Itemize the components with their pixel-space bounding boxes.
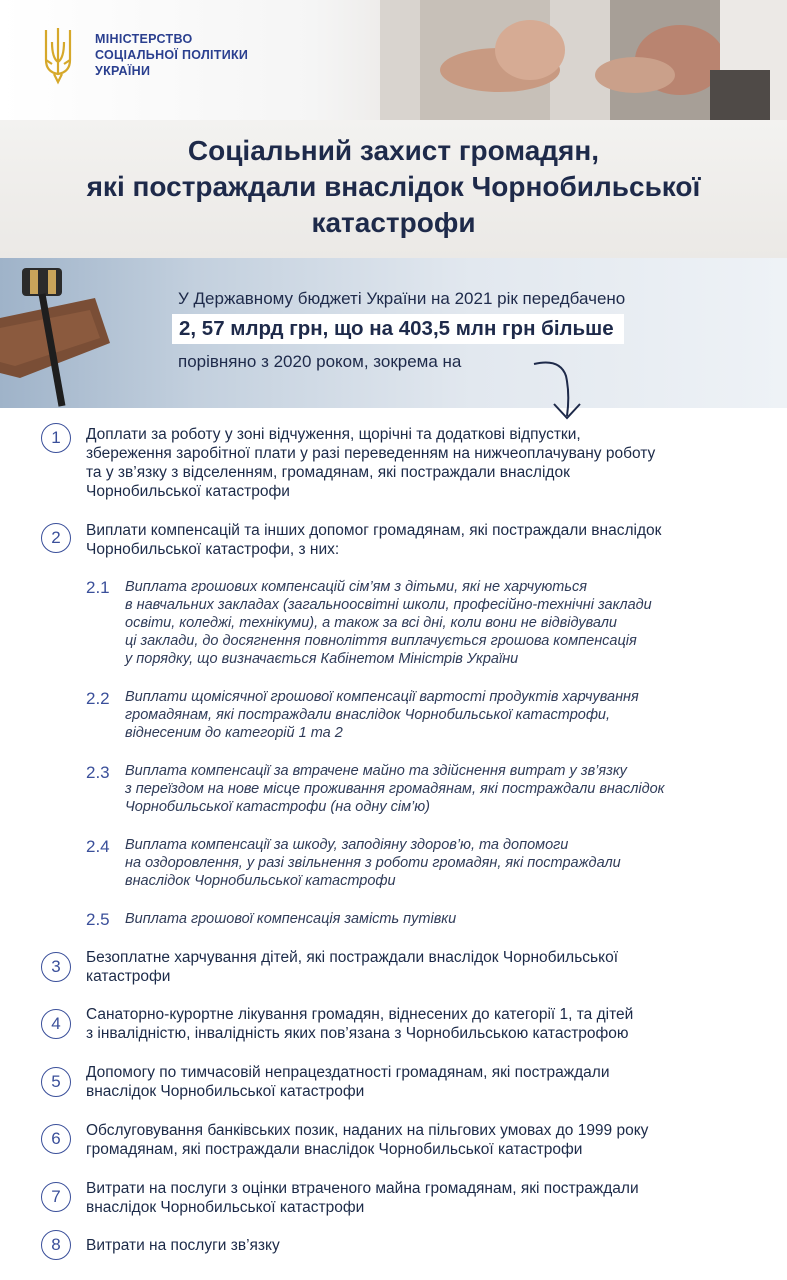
subitem-line: Виплата грошової компенсація замість путівки [125, 911, 457, 927]
item-line: внаслідок Чорнобильської катастрофи [86, 1083, 365, 1100]
list-item [86, 1236, 766, 1255]
sub-list-item [125, 578, 765, 668]
item-line: внаслідок Чорнобильської катастрофи [86, 1199, 365, 1216]
subitem-number: 2.3 [86, 763, 110, 782]
item-line: Виплати компенсацій та інших допомог громадянам, які постраждали внаслідок [86, 522, 662, 539]
list-item [86, 948, 766, 986]
subitem-line: ці заклади, до досягнення повноліття виплачується грошова компенсація [125, 633, 637, 649]
subitem-line: Виплата грошових компенсацій сім’ям з дітьми, які не харчуються [125, 579, 588, 595]
title-line: катастрофи [311, 207, 476, 238]
subitem-line: в навчальних закладах (загальноосвітні школи, професійно-технічні заклади [125, 597, 652, 613]
item-line: з інвалідністю, інвалідність яких пов’язана з Чорнобильською катастрофою [86, 1025, 629, 1042]
subitem-line: Виплати щомісячної грошової компенсації вартості продуктів харчування [125, 689, 639, 705]
item-number-circle: 5 [41, 1067, 71, 1097]
ministry-name [95, 31, 295, 79]
item-line: Витрати на послуги зв’язку [86, 1237, 280, 1254]
page-title [20, 133, 767, 241]
ministry-line: МІНІСТЕРСТВО [95, 32, 193, 46]
subitem-line: внаслідок Чорнобильської катастрофи [125, 873, 396, 889]
budget-comparison-text: порівняно з 2020 роком, зокрема на [178, 352, 462, 371]
item-line: Чорнобильської катастрофи [86, 483, 290, 500]
list-item [86, 521, 766, 559]
sub-list-item [125, 762, 765, 816]
trident-emblem-icon [38, 24, 78, 86]
curved-arrow-down-icon [530, 356, 590, 422]
subitem-line: Чорнобильської катастрофи (на одну сім’ю) [125, 799, 430, 815]
item-line: Безоплатне харчування дітей, які постраждали внаслідок Чорнобильської [86, 949, 619, 966]
item-line: Чорнобильської катастрофи, з них: [86, 541, 340, 558]
item-number-circle: 6 [41, 1124, 71, 1154]
item-line: громадянам, які постраждали внаслідок Чорнобильської катастрофи [86, 1141, 583, 1158]
title-line: Соціальний захист громадян, [187, 135, 600, 166]
gavel-icon [0, 258, 160, 408]
item-number-circle: 7 [41, 1182, 71, 1212]
item-line: Доплати за роботу у зоні відчуження, щорічні та додаткові відпустки, [86, 426, 581, 443]
subitem-line: освіти, коледжі, технікуми), а також за всі дні, коли вони не відвідували [125, 615, 617, 631]
item-line: Допомогу по тимчасовій непрацездатності громадянам, які постраждали [86, 1064, 610, 1081]
item-number-circle: 1 [41, 423, 71, 453]
item-number-circle: 2 [41, 523, 71, 553]
item-line: Санаторно-курортне лікування громадян, віднесених до категорії 1, та дітей [86, 1006, 634, 1023]
list-item [86, 1179, 766, 1217]
subitem-line: Виплата компенсації за втрачене майно та здійснення витрат у зв’язку [125, 763, 627, 779]
sub-list-item [125, 688, 765, 742]
item-number-circle: 3 [41, 952, 71, 982]
subitem-line: з переїздом на нове місце проживання громадянам, які постраждали внаслідок [125, 781, 665, 797]
list-item [86, 425, 766, 501]
subitem-line: віднесеним до категорій 1 та 2 [125, 725, 343, 741]
list-item [86, 1005, 766, 1043]
subitem-number: 2.4 [86, 837, 110, 856]
list-item [86, 1121, 766, 1159]
item-line: та у зв’язку з відселенням, громадянам, які постраждали внаслідок [86, 464, 570, 481]
subitem-line: у порядку, що визначається Кабінетом Міністрів України [125, 651, 519, 667]
item-number-circle: 8 [41, 1230, 71, 1260]
header-banner [0, 0, 787, 120]
subitem-number: 2.5 [86, 910, 110, 929]
subitem-number: 2.2 [86, 689, 110, 708]
sub-list-item [125, 910, 765, 928]
item-line: катастрофи [86, 968, 171, 985]
subitem-line: Виплата компенсації за шкоду, заподіяну здоров’ю, та допомоги [125, 837, 569, 853]
item-number-circle: 4 [41, 1009, 71, 1039]
subitem-number: 2.1 [86, 578, 110, 597]
budget-intro-text: У Державному бюджеті України на 2021 рік передбачено [178, 289, 626, 308]
ministry-line: УКРАЇНИ [95, 64, 151, 78]
item-line: збереження заробітної плати у разі переведенням на нижчеоплачувану роботу [86, 445, 656, 462]
sub-list-item [125, 836, 765, 890]
list-item [86, 1063, 766, 1101]
budget-amount-highlight: 2, 57 млрд грн, що на 403,5 млн грн більше [172, 314, 624, 344]
holding-hands-photo [380, 0, 787, 120]
subitem-line: на оздоровлення, у разі звільнення з роботи громадян, які постраждали [125, 855, 621, 871]
item-line: Витрати на послуги з оцінки втраченого майна громадянам, які постраждали [86, 1180, 639, 1197]
ministry-line: СОЦІАЛЬНОЇ ПОЛІТИКИ [95, 48, 249, 62]
item-line: Обслуговування банківських позик, наданих на пільгових умовах до 1999 року [86, 1122, 649, 1139]
subitem-line: громадянам, які постраждали внаслідок Чорнобильської катастрофи, [125, 707, 611, 723]
title-line: які постраждали внаслідок Чорнобильської [86, 171, 701, 202]
